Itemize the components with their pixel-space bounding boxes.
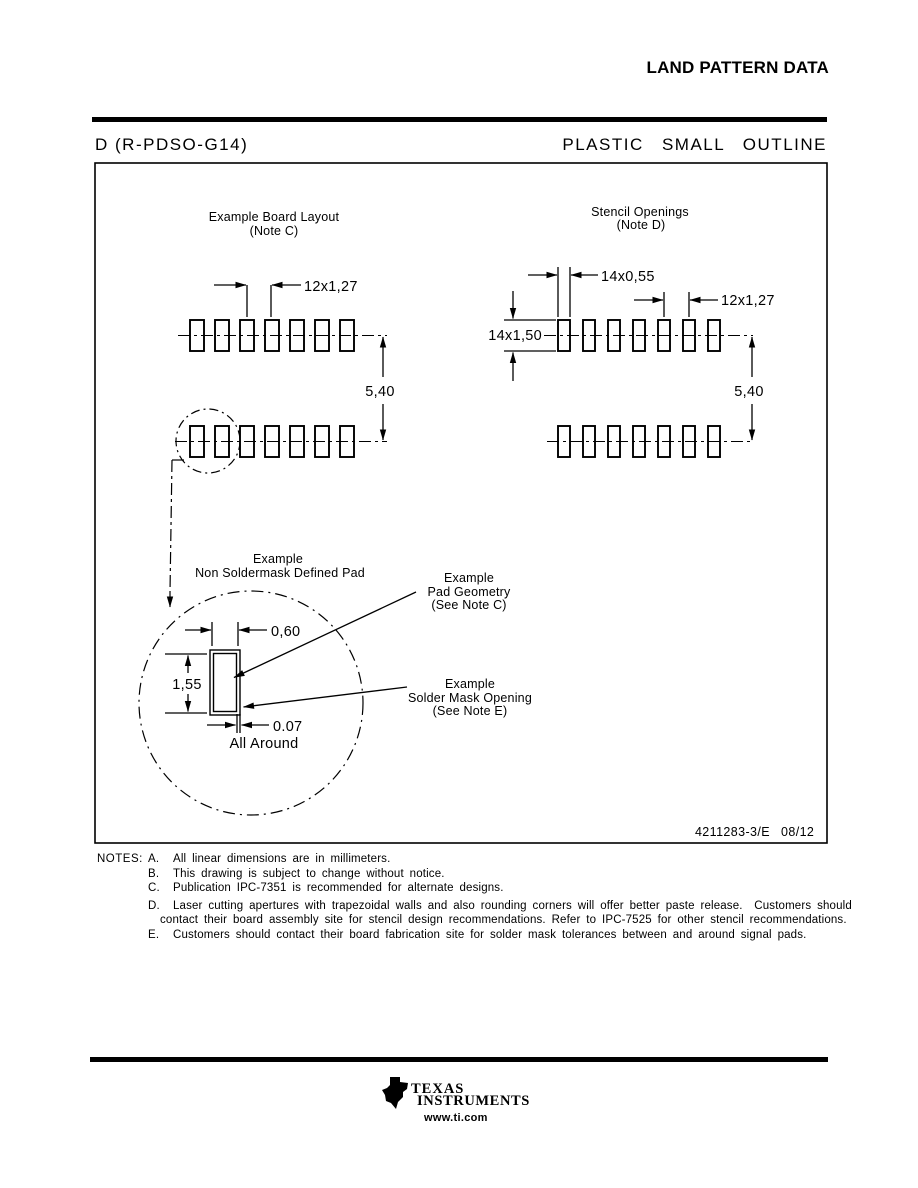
brand-instruments: INSTRUMENTS xyxy=(417,1093,530,1109)
board-layout-view xyxy=(170,210,395,607)
solder-mask-label-line3: (See Note E) xyxy=(432,704,508,718)
stencil-pitch-dimension xyxy=(634,292,718,317)
ti-letters: ti xyxy=(390,1085,397,1096)
solder-mask-opening-outline xyxy=(210,650,240,715)
package-designation: D (R-PDSO-G14) xyxy=(95,135,249,154)
detail-leader xyxy=(170,460,184,607)
stencil-pitch-value: 12x1,27 xyxy=(721,293,775,309)
stencil-title: Stencil Openings xyxy=(591,205,689,219)
board-pitch-dimension xyxy=(214,285,301,317)
stencil-height-value: 14x1,50 xyxy=(488,328,542,344)
pad-height-value: 1,55 xyxy=(172,677,202,693)
notes-heading: NOTES: xyxy=(97,853,143,865)
stencil-openings-view xyxy=(488,205,774,457)
pad-width-dimension xyxy=(185,622,267,646)
pad-geometry-label-line3: (See Note C) xyxy=(431,598,507,612)
drawing-number: 4211283-3/E xyxy=(694,825,770,839)
solder-mask-leader xyxy=(244,687,408,707)
mask-gap-dimension xyxy=(207,714,269,733)
note-item-a xyxy=(148,852,888,867)
detail-circle xyxy=(139,591,363,815)
detail-title-line2: Non Soldermask Defined Pad xyxy=(195,566,365,580)
note-letter: E. xyxy=(148,928,160,941)
stencil-width-value: 14x0,55 xyxy=(601,269,655,285)
package-type: PLASTIC SMALL OUTLINE xyxy=(562,135,827,154)
pad-geometry-label-line2: Pad Geometry xyxy=(427,585,511,599)
note-text: This drawing is subject to change without notice. xyxy=(173,867,445,880)
mask-gap-value: 0.07 xyxy=(273,719,303,735)
stencil-row-spacing-value: 5,40 xyxy=(734,384,764,400)
bottom-rule xyxy=(90,1057,828,1062)
note-letter: A. xyxy=(148,853,160,865)
note-letter: C. xyxy=(148,882,160,895)
detail-title-line1: Example xyxy=(252,552,304,566)
pad-outline xyxy=(214,654,237,712)
board-layout-title: Example Board Layout xyxy=(208,210,340,224)
drawing-date: 08/12 xyxy=(781,825,815,839)
page-title: LAND PATTERN DATA xyxy=(646,58,829,77)
brand-texas: TEXAS xyxy=(411,1081,465,1097)
note-text: Publication IPC-7351 is recommended for alternate designs. xyxy=(173,882,504,895)
note-item-e xyxy=(148,928,888,943)
solder-mask-label-line1: Example xyxy=(444,677,496,691)
note-text: Laser cutting apertures with trapezoidal walls and also rounding corners will offer better paste release. Customers should xyxy=(173,899,852,912)
note-text: contact their board assembly site for stencil design recommendations. Refer to IPC-7525 for other stencil recommendations. xyxy=(160,914,847,927)
pad-width-value: 0,60 xyxy=(271,624,301,640)
stencil-note-ref: (Note D) xyxy=(616,218,666,232)
mask-gap-qualifier: All Around xyxy=(229,736,299,752)
pad-geometry-label-line1: Example xyxy=(443,571,495,585)
board-row-spacing-value: 5,40 xyxy=(365,384,395,400)
notes-list xyxy=(148,852,888,943)
stencil-width-dimension xyxy=(528,267,598,317)
solder-mask-label-line2: Solder Mask Opening xyxy=(407,691,533,705)
pad-detail-view xyxy=(139,552,532,815)
drawing-frame xyxy=(95,163,827,843)
pad-geometry-leader xyxy=(234,592,416,678)
board-pitch-value: 12x1,27 xyxy=(304,279,358,295)
note-item-d xyxy=(148,899,888,928)
note-text: Customers should contact their board fabrication site for solder mask tolerances between and around signal pads. xyxy=(173,928,807,941)
note-letter: D. xyxy=(148,899,160,912)
ti-texas-icon xyxy=(381,1076,409,1112)
note-item-b xyxy=(148,867,888,882)
note-text: All linear dimensions are in millimeters. xyxy=(173,853,391,865)
note-item-c xyxy=(148,881,888,896)
board-layout-note-ref: (Note C) xyxy=(249,224,299,238)
note-letter: B. xyxy=(148,867,160,880)
ti-website-link[interactable]: www.ti.com xyxy=(424,1112,488,1124)
